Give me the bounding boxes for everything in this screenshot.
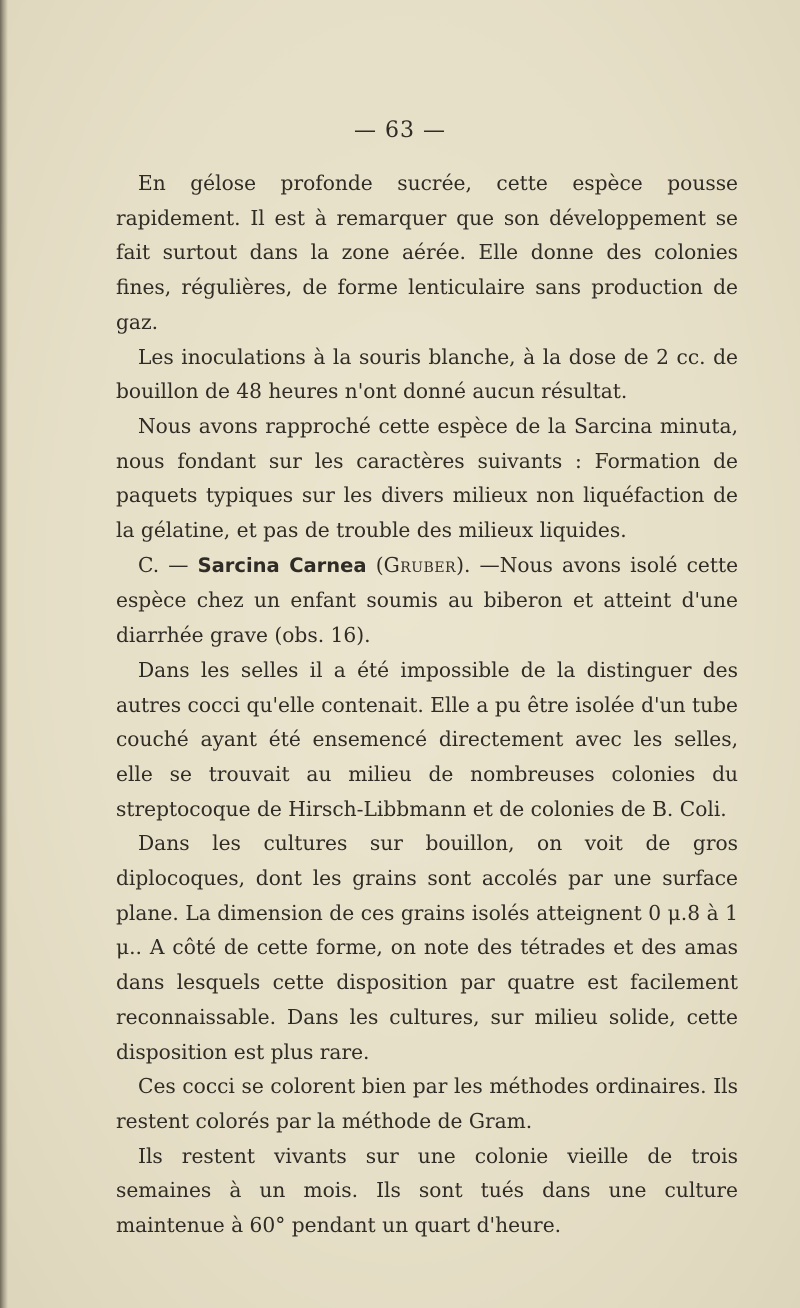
paragraph-viabilite: Ils restent vivants sur une colonie vieille de trois semaines à un mois. Ils sont tués dans une culture maintenue à 60° pendant un quart d'heure. [116,1143,738,1238]
section-prefix: C. — [138,552,198,577]
paragraph-rapprochement: Nous avons rapproché cette espèce de la Sarcina minuta, nous fondant sur les caractères suivants : Formation de paquets typiques sur les divers milieux non liquéfaction de la gélatine, et pas de trouble des milieux liquides. [116,413,738,543]
page-number: — 63 — [354,118,446,143]
page-binding-edge [0,0,8,1308]
author-name: Gruber [383,552,457,577]
body-text [116,166,738,1243]
paragraph-coloration: Ces cocci se colorent bien par les méthodes ordinaires. Ils restent colorés par la méthode de Gram. [116,1074,738,1133]
paragraph-cultures-bouillon: Dans les cultures sur bouillon, on voit de gros diplocoques, dont les grains sont accolés par une surface plane. La dimension de ces grains isolés atteignent 0 μ.8 à 1 μ.. A côté de cette forme, on note des tétrades et des amas dans lesquels cette disposition par quatre est facilement reconnaissable. Dans les cultures, sur milieu solide, cette disposition est plus rare. [116,831,738,1064]
section-text: —Nous avons isolé cette espèce chez un enfant soumis au biberon et atteint d'une diarrhée grave (obs. 16). [116,552,739,648]
paragraph-sarcina-carnea [116,548,738,653]
author-close: ). [456,552,471,577]
species-name: Sarcina Carnea [197,553,367,577]
author-open: ( [366,552,384,577]
paragraph-gelose: En gélose profonde sucrée, cette espèce pousse rapidement. Il est à remarquer que son développement se fait surtout dans la zone aérée. Elle donne des colonies fines, régulières, de forme lenticulaire sans production de gaz. [116,171,738,334]
paragraph-inoculations: Les inoculations à la souris blanche, à la dose de 2 cc. de bouillon de 48 heures n'ont donné aucun résultat. [116,344,738,404]
paragraph-selles: Dans les selles il a été impossible de la distinguer des autres cocci qu'elle contenait. Elle a pu être isolée d'un tube couché ayant été ensemencé directement avec les selles, elle se trouvait au milieu de nombreuses colonies du streptocoque de Hirsch-Libbmann et de colonies de B. Coli. [116,657,738,821]
